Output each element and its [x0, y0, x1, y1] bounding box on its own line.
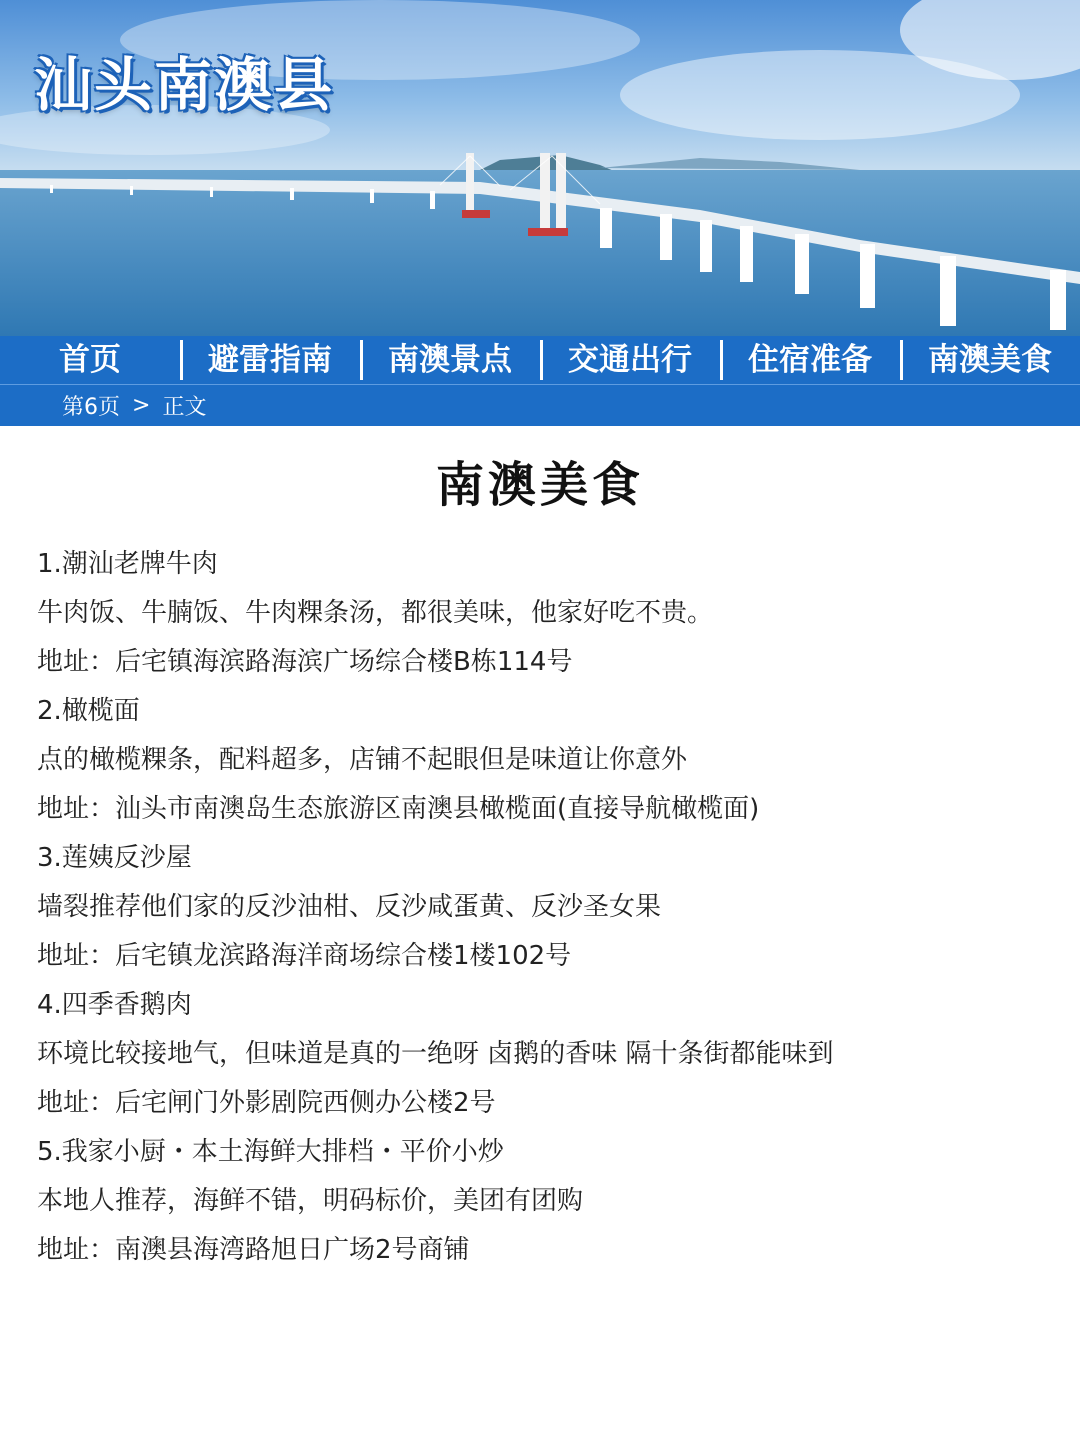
hero-banner — [0, 0, 1080, 336]
top-navigation — [0, 336, 1080, 384]
item-4-title: 4.四季香鹅肉 — [37, 990, 192, 1020]
item-2-title: 2.橄榄面 — [37, 696, 140, 726]
content-title: 南澳美食 — [435, 457, 644, 513]
content-body — [37, 540, 1057, 1275]
nav-item-transport[interactable]: 交通出行 — [540, 336, 720, 384]
breadcrumb-current: 正文 — [162, 395, 207, 420]
nav-item-pitfall-guide[interactable]: 避雷指南 — [180, 336, 360, 384]
item-5-title: 5.我家小厨・本土海鲜大排档・平价小炒 — [37, 1137, 504, 1167]
breadcrumb-separator: > — [132, 393, 151, 418]
page-title: 汕头南澳县 — [34, 51, 335, 119]
nav-item-lodging[interactable]: 住宿准备 — [720, 336, 900, 384]
breadcrumb-page[interactable]: 第6页 — [62, 395, 120, 420]
item-4-address: 地址：后宅闸门外影剧院西侧办公楼2号 — [37, 1088, 496, 1118]
item-3-address: 地址：后宅镇龙滨路海洋商场综合楼1楼102号 — [37, 941, 572, 971]
item-4-description: 环境比较接地气，但味道是真的一绝呀 卤鹅的香味 隔十条街都能味到 — [37, 1039, 834, 1069]
item-5-description: 本地人推荐，海鲜不错，明码标价，美团有团购 — [37, 1186, 584, 1216]
nav-item-food[interactable]: 南澳美食 — [900, 336, 1080, 384]
item-3-title: 3.莲姨反沙屋 — [37, 843, 192, 873]
item-3-description: 墙裂推荐他们家的反沙油柑、反沙咸蛋黄、反沙圣女果 — [37, 892, 662, 922]
item-2-description: 点的橄榄粿条，配料超多，店铺不起眼但是味道让你意外 — [37, 745, 688, 775]
item-5-address: 地址：南澳县海湾路旭日广场2号商铺 — [37, 1235, 470, 1265]
breadcrumb — [0, 384, 1080, 426]
nav-item-home[interactable]: 首页 — [59, 342, 121, 378]
item-1-description: 牛肉饭、牛腩饭、牛肉粿条汤，都很美味，他家好吃不贵。 — [37, 598, 714, 628]
item-2-address: 地址：汕头市南澳岛生态旅游区南澳县橄榄面(直接导航橄榄面) — [37, 794, 760, 824]
item-1-address: 地址：后宅镇海滨路海滨广场综合楼B栋114号 — [37, 647, 573, 677]
item-1-title: 1.潮汕老牌牛肉 — [37, 549, 218, 579]
nav-item-attractions[interactable]: 南澳景点 — [360, 336, 540, 384]
